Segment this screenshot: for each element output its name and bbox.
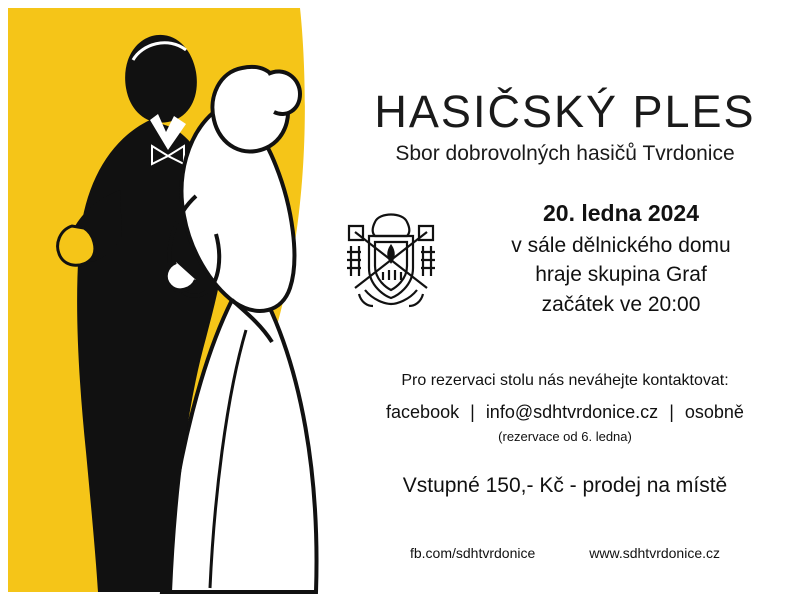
footer-facebook-url[interactable]: fb.com/sdhtvrdonice (409, 545, 536, 561)
footer-links (330, 545, 800, 561)
firefighters-emblem-icon (330, 196, 452, 314)
reservation-note: (rezervace od 6. ledna) (498, 428, 632, 444)
reservation-channels (330, 402, 800, 423)
dancing-couple-illustration (0, 0, 340, 600)
event-venue: v sále dělnického domu (511, 233, 731, 257)
reservation-lead: Pro rezervaci stolu nás neváhejte kontaktovat: (401, 372, 729, 389)
separator-2: | (669, 401, 674, 422)
reservation-in-person: osobně (684, 401, 744, 422)
reservation-email[interactable]: info@sdhtvrdonice.cz (485, 401, 659, 422)
event-start-time: začátek ve 20:00 (541, 293, 701, 317)
reservation-facebook[interactable]: facebook (386, 401, 460, 422)
event-band: hraje skupina Graf (535, 263, 707, 287)
poster-content (330, 0, 800, 600)
ticket-price: Vstupné 150,- Kč - prodej na místě (402, 474, 728, 497)
organizer-subtitle: Sbor dobrovolných hasičů Tvrdonice (395, 142, 735, 165)
event-details (452, 196, 800, 320)
footer-website-url[interactable]: www.sdhtvrdonice.cz (589, 545, 720, 561)
page-title: HASIČSKÝ PLES (374, 86, 756, 137)
event-details-row (330, 196, 800, 320)
event-date: 20. ledna 2024 (543, 200, 699, 226)
separator-1: | (470, 401, 475, 422)
reservation-block (330, 368, 800, 444)
